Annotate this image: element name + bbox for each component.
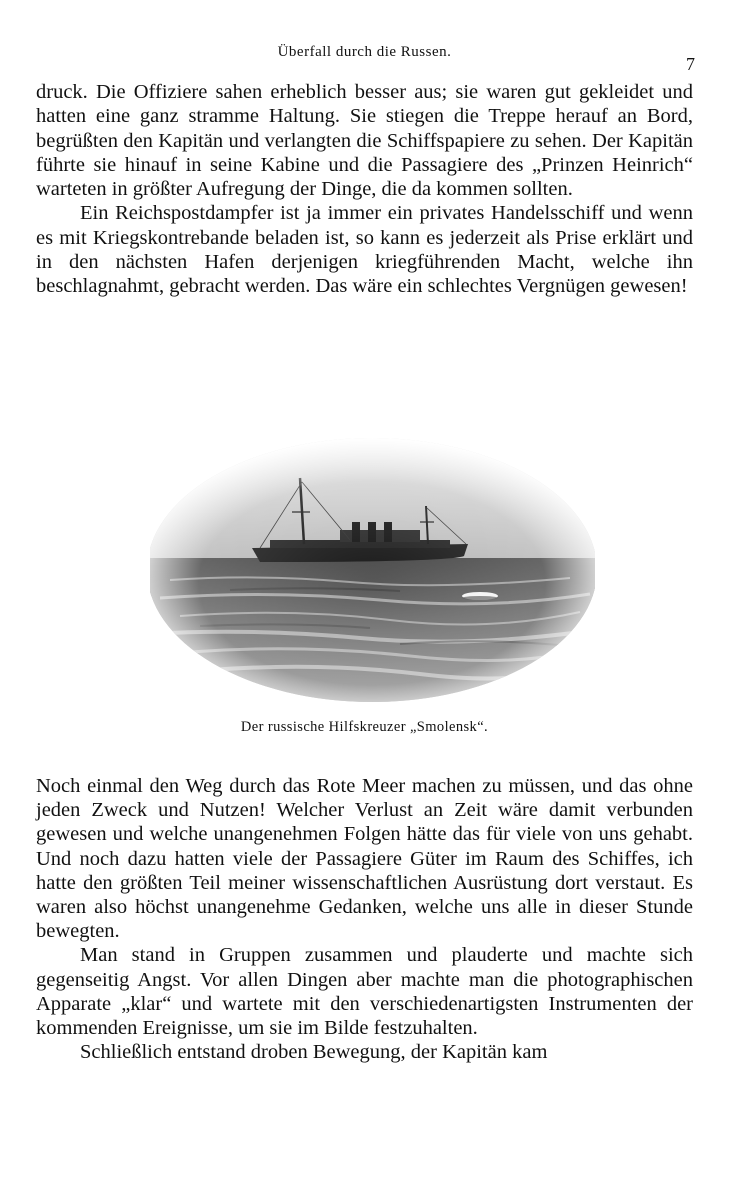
ship-photograph: [150, 430, 595, 702]
text-block-bottom: [36, 774, 693, 1064]
figure-caption: Der russische Hilfskreuzer „Smolensk“.: [240, 719, 489, 735]
text-block-top: [36, 80, 693, 299]
paragraph: Noch einmal den Weg durch das Rote Meer machen zu müssen, und das ohne jeden Zweck und Nutzen! Welcher Verlust an Zeit wäre damit verbunden gewesen und welche unangenehmen Folgen hätte das für viele von uns gehabt. Und noch dazu hatten viele der Passagiere Güter im Raum des Schiffes, ich hatte den größten Teil meiner wissenschaftlichen Ausrüstung dort verstaut. Es waren also höchst unangenehme Gedanken, welche uns alle in dieser Stunde bewegten.: [36, 775, 693, 943]
paragraph: Ein Reichspostdampfer ist ja immer ein privates Handelsschiff und wenn es mit Kriegskontrebande beladen ist, so kann es jederzeit als Prise erklärt und in den nächsten Hafen derjenigen kriegführenden Macht, welche ihn beschlagnahmt, gebracht werden. Das wäre ein schlechtes Vergnügen gewesen!: [36, 202, 693, 298]
page-number: 7: [686, 54, 695, 74]
paragraph-continued: druck. Die Offiziere sahen erheblich besser aus; sie waren gut gekleidet und hatten eine ganz stramme Haltung. Sie stiegen die Treppe herauf an Bord, begrüßten den Kapitän und verlangten die Schiffspapiere zu sehen. Der Kapitän führte sie hinauf in seine Kabine und die Passagiere des „Prinzen Heinrich“ warteten in größter Aufregung der Dinge, die da kommen sollten.: [36, 81, 693, 201]
running-title: Überfall durch die Russen.: [277, 44, 452, 60]
paragraph: Man stand in Gruppen zusammen und plauderte und machte sich gegenseitig Angst. Vor allen Dingen aber machte man die photographischen Apparate „klar“ und wartete mit den verschiedenartigsten Instrumenten der kommenden Ereignisse, um sie im Bilde festzuhalten.: [36, 944, 693, 1040]
paragraph-continues: Schließlich entstand droben Bewegung, der Kapitän kam: [80, 1041, 548, 1064]
